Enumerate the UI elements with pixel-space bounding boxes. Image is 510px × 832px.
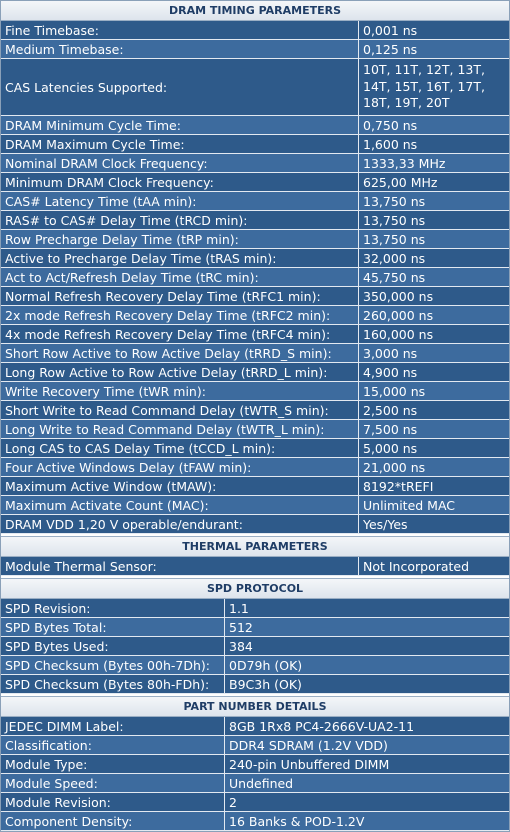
table-row [1, 656, 509, 675]
row-value: 8GB 1Rx8 PC4-2666V-UA2-11 [229, 718, 415, 734]
row-label: Module Type: [1, 755, 225, 773]
table-row [1, 382, 509, 401]
row-value: 7,500 ns [363, 421, 418, 437]
table-row [1, 40, 509, 59]
table-row [1, 287, 509, 306]
row-label: Long Write to Read Command Delay (tWTR_L min): [1, 420, 359, 438]
row-value: Unlimited MAC [363, 497, 456, 513]
row-label: Active to Precharge Delay Time (tRAS min): [1, 249, 359, 267]
row-value: 16 Banks & POD-1.2V [229, 813, 365, 829]
part-number-table [1, 717, 509, 831]
row-value: 260,000 ns [363, 307, 434, 323]
row-label: SPD Checksum (Bytes 00h-7Dh): [1, 656, 225, 674]
row-value: B9C3h (OK) [229, 676, 302, 692]
row-value: Undefined [229, 775, 294, 791]
row-label: Module Thermal Sensor: [1, 557, 359, 575]
table-row [1, 173, 509, 192]
table-row [1, 306, 509, 325]
row-label: 4x mode Refresh Recovery Delay Time (tRFC4 min): [1, 325, 359, 343]
table-row [1, 793, 509, 812]
table-row [1, 59, 509, 116]
row-value: 350,000 ns [363, 288, 434, 304]
row-value: DDR4 SDRAM (1.2V VDD) [229, 737, 388, 753]
row-value: 3,000 ns [363, 345, 418, 361]
row-label: Long Row Active to Row Active Delay (tRRD_L min): [1, 363, 359, 381]
row-label: SPD Checksum (Bytes 80h-FDh): [1, 675, 225, 693]
row-value: 512 [229, 619, 253, 635]
table-row [1, 717, 509, 736]
table-row [1, 637, 509, 656]
row-label: 2x mode Refresh Recovery Delay Time (tRFC2 min): [1, 306, 359, 324]
row-value: 32,000 ns [363, 250, 426, 266]
row-label: SPD Bytes Total: [1, 618, 225, 636]
section-header-part-number: PART NUMBER DETAILS [1, 696, 509, 717]
row-label: Maximum Activate Count (MAC): [1, 496, 359, 514]
table-row [1, 344, 509, 363]
table-row [1, 21, 509, 40]
row-value: 240-pin Unbuffered DIMM [229, 756, 390, 772]
row-label: Normal Refresh Recovery Delay Time (tRFC1 min): [1, 287, 359, 305]
row-label: CAS# Latency Time (tAA min): [1, 192, 359, 210]
table-row [1, 736, 509, 755]
row-value: 21,000 ns [363, 459, 426, 475]
table-row [1, 249, 509, 268]
table-row [1, 325, 509, 344]
row-value: 0,001 ns [363, 22, 418, 38]
row-value: 160,000 ns [363, 326, 434, 342]
table-row [1, 154, 509, 173]
row-label: Module Revision: [1, 793, 225, 811]
row-value: 13,750 ns [363, 193, 426, 209]
row-value: 13,750 ns [363, 212, 426, 228]
table-row [1, 477, 509, 496]
row-label: DRAM Maximum Cycle Time: [1, 135, 359, 153]
table-row [1, 675, 509, 694]
row-label: Module Speed: [1, 774, 225, 792]
row-value: Not Incorporated [363, 558, 470, 574]
dram-timing-table [1, 21, 509, 534]
row-label: JEDEC DIMM Label: [1, 717, 225, 735]
table-row [1, 755, 509, 774]
row-label: SPD Bytes Used: [1, 637, 225, 655]
row-label: Short Write to Read Command Delay (tWTR_S min): [1, 401, 359, 419]
table-row [1, 268, 509, 287]
table-row [1, 496, 509, 515]
section-header-dram-timing: DRAM TIMING PARAMETERS [1, 1, 509, 21]
row-label: Long CAS to CAS Delay Time (tCCD_L min): [1, 439, 359, 457]
row-label: Fine Timebase: [1, 21, 359, 39]
row-value: 0D79h (OK) [229, 657, 303, 673]
row-value: 2 [229, 794, 237, 810]
row-value: 2,500 ns [363, 402, 418, 418]
thermal-table [1, 557, 509, 576]
table-row [1, 401, 509, 420]
row-label: DRAM VDD 1,20 V operable/endurant: [1, 515, 359, 533]
row-value: 5,000 ns [363, 440, 418, 456]
row-label: Classification: [1, 736, 225, 754]
table-row [1, 211, 509, 230]
row-value: 45,750 ns [363, 269, 426, 285]
section-header-thermal: THERMAL PARAMETERS [1, 536, 509, 557]
row-value: 0,125 ns [363, 41, 418, 57]
row-label: Nominal DRAM Clock Frequency: [1, 154, 359, 172]
row-value: 1.1 [229, 600, 249, 616]
row-value: 1,600 ns [363, 136, 418, 152]
table-row [1, 420, 509, 439]
row-value: 0,750 ns [363, 117, 418, 133]
table-row [1, 116, 509, 135]
row-value: 4,900 ns [363, 364, 418, 380]
table-row [1, 618, 509, 637]
table-row [1, 230, 509, 249]
row-label: DRAM Minimum Cycle Time: [1, 116, 359, 134]
row-label: Write Recovery Time (tWR min): [1, 382, 359, 400]
row-label: CAS Latencies Supported: [1, 59, 359, 115]
row-label: Short Row Active to Row Active Delay (tRRD_S min): [1, 344, 359, 362]
table-row [1, 439, 509, 458]
spd-protocol-table [1, 599, 509, 694]
table-row [1, 774, 509, 793]
row-label: RAS# to CAS# Delay Time (tRCD min): [1, 211, 359, 229]
row-label: Component Density: [1, 812, 225, 830]
table-row [1, 135, 509, 154]
table-row [1, 363, 509, 382]
row-value: 384 [229, 638, 253, 654]
table-row [1, 458, 509, 477]
section-header-spd-protocol: SPD PROTOCOL [1, 578, 509, 599]
table-row [1, 599, 509, 618]
row-label: Act to Act/Refresh Delay Time (tRC min): [1, 268, 359, 286]
row-value: 1333,33 MHz [363, 155, 446, 171]
row-label: Four Active Windows Delay (tFAW min): [1, 458, 359, 476]
table-row [1, 192, 509, 211]
row-value: Yes/Yes [363, 516, 408, 532]
row-value: 10T, 11T, 12T, 13T, 14T, 15T, 16T, 17T, 18T, 19T, 20T [363, 62, 485, 111]
row-value: 8192*tREFI [363, 478, 434, 494]
table-row [1, 557, 509, 576]
row-label: SPD Revision: [1, 599, 225, 617]
row-value: 13,750 ns [363, 231, 426, 247]
table-row [1, 812, 509, 831]
row-value: 625,00 MHz [363, 174, 438, 190]
table-row [1, 515, 509, 534]
row-label: Maximum Active Window (tMAW): [1, 477, 359, 495]
row-label: Medium Timebase: [1, 40, 359, 58]
row-label: Row Precharge Delay Time (tRP min): [1, 230, 359, 248]
row-label: Minimum DRAM Clock Frequency: [1, 173, 359, 191]
row-value: 15,000 ns [363, 383, 426, 399]
